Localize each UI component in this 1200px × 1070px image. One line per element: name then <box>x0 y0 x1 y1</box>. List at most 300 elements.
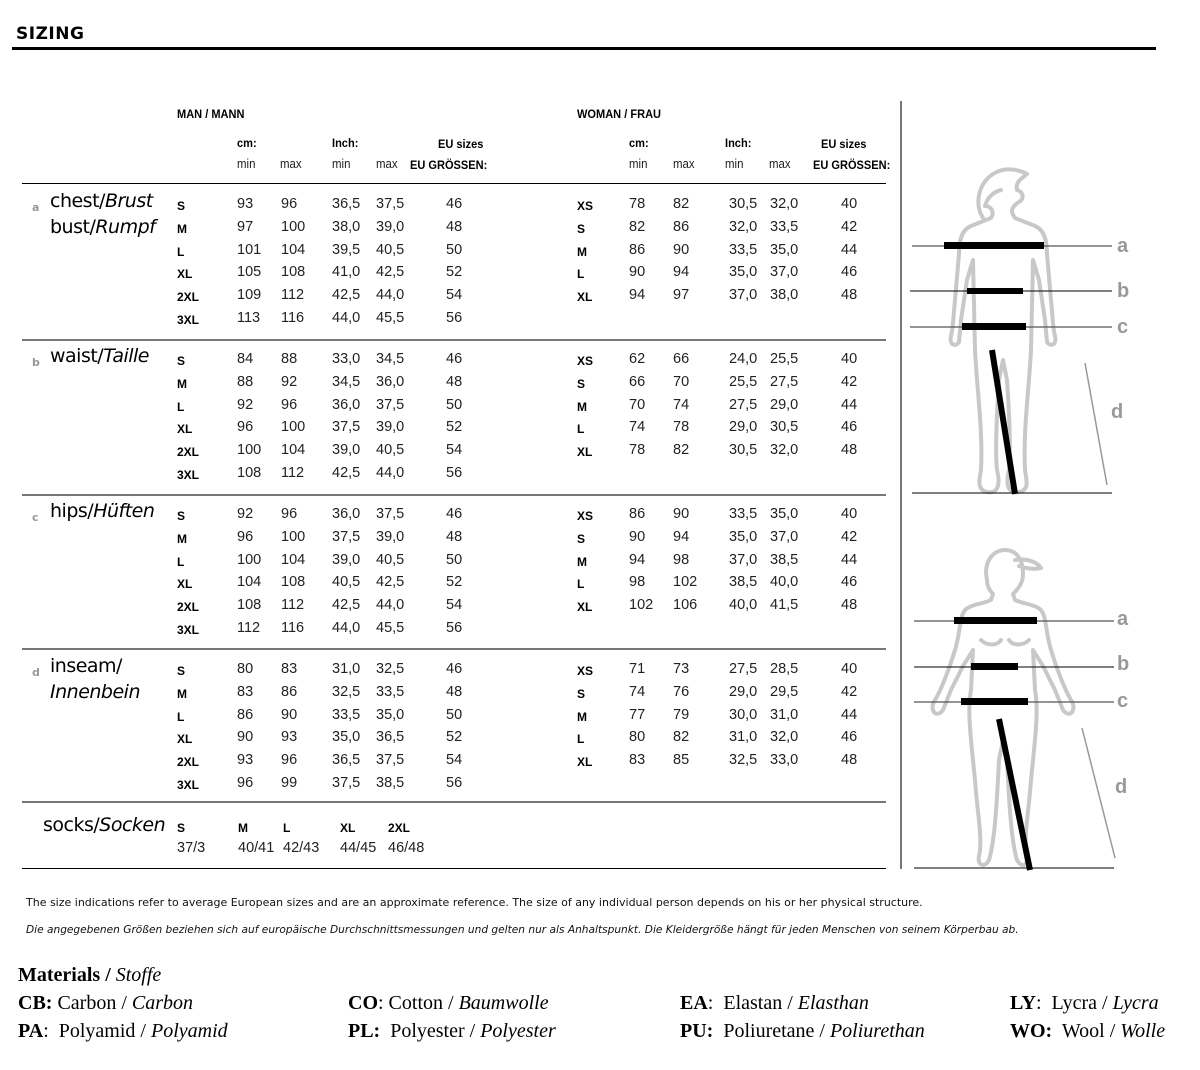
eu-size-value: 56 <box>446 465 463 481</box>
cm-max-value: 86 <box>673 218 690 235</box>
eu-size-value: 50 <box>446 551 463 568</box>
inch-min-value: 37,0 <box>729 287 758 304</box>
inch-max-value: 25,5 <box>770 351 799 367</box>
cm-max-value: 106 <box>673 597 698 614</box>
cm-max-value: 88 <box>281 351 298 367</box>
inch-max-value: 35,0 <box>376 706 405 723</box>
section-label: chest/Brust bust/Rumpf <box>50 190 156 238</box>
title-underline <box>12 47 1156 50</box>
note-english: The size indications refer to average European sizes and are an approximate reference. The size of any individual person depends on his or her physical structure. <box>26 896 923 909</box>
eu-size-value: 54 <box>446 752 463 769</box>
cm-min-value: 82 <box>629 218 646 235</box>
inch-min-value: 41,0 <box>332 264 361 281</box>
man-cm-label: cm: <box>237 136 257 150</box>
socks-size-value: 46/48 <box>388 840 425 856</box>
female-marker-c: c <box>1117 690 1129 712</box>
cm-min-value: 88 <box>237 373 254 390</box>
inch-max-value: 36,5 <box>376 729 405 746</box>
cm-min-value: 94 <box>629 551 646 568</box>
inch-min-value: 42,5 <box>332 465 361 481</box>
inch-min-value: 38,5 <box>729 574 758 591</box>
cm-max-value: 82 <box>673 729 690 746</box>
eu-size-value: 52 <box>446 574 463 591</box>
eu-size-value: 50 <box>446 241 463 258</box>
woman-eu-groessen-label: EU GRÖSSEN: <box>813 158 891 172</box>
size-label: 3XL <box>177 623 200 637</box>
material-item-wo: WO: Wool / Wolle <box>1010 1020 1166 1042</box>
eu-size-value: 56 <box>446 310 463 326</box>
eu-size-value: 52 <box>446 264 463 281</box>
cm-min-value: 100 <box>237 442 262 459</box>
size-label: L <box>577 422 585 437</box>
cm-min-value: 113 <box>237 310 261 326</box>
woman-cm-label: cm: <box>629 136 649 150</box>
man-cm-min-label: min <box>237 156 256 171</box>
size-label: M <box>177 686 187 701</box>
cm-min-value: 105 <box>237 264 262 281</box>
man-cm-max-label: max <box>280 156 302 171</box>
material-item-ly: LY: Lycra / Lycra <box>1010 992 1159 1014</box>
cm-max-value: 79 <box>673 706 690 723</box>
eu-size-value: 48 <box>446 373 463 390</box>
eu-size-value: 52 <box>446 419 463 436</box>
inch-max-value: 37,5 <box>376 196 405 212</box>
inch-max-value: 32,0 <box>770 729 799 746</box>
eu-size-value: 46 <box>841 264 858 281</box>
woman-header-title: WOMAN / FRAU <box>577 107 662 121</box>
size-label: S <box>177 509 186 523</box>
cm-max-value: 86 <box>281 683 298 700</box>
section-label: inseam/ Innenbein <box>50 655 140 703</box>
cm-min-value: 80 <box>237 661 254 677</box>
cm-max-value: 96 <box>281 506 298 522</box>
eu-size-value: 46 <box>446 351 463 367</box>
inch-min-value: 32,5 <box>729 752 758 769</box>
eu-size-value: 48 <box>841 752 858 769</box>
material-item-cb: CB: Carbon / Carbon <box>18 992 194 1014</box>
inch-max-value: 33,5 <box>770 218 799 235</box>
cm-min-value: 94 <box>629 287 646 304</box>
cm-max-value: 83 <box>281 661 298 677</box>
cm-max-value: 112 <box>281 465 305 481</box>
inch-min-value: 36,0 <box>332 506 361 522</box>
cm-max-value: 96 <box>281 752 298 769</box>
cm-min-value: 96 <box>237 528 254 545</box>
socks-size-label: XL <box>340 821 356 835</box>
eu-size-value: 48 <box>446 683 463 700</box>
eu-size-value: 48 <box>841 287 858 304</box>
inch-max-value: 34,5 <box>376 351 405 367</box>
socks-bottom-rule <box>22 868 886 869</box>
inch-max-value: 38,5 <box>770 551 799 568</box>
size-label: XL <box>177 267 193 282</box>
cm-min-value: 80 <box>629 729 646 746</box>
cm-max-value: 82 <box>673 196 690 212</box>
socks-size-value: 40/41 <box>238 840 275 856</box>
eu-size-value: 54 <box>446 442 463 459</box>
size-label: M <box>177 376 187 391</box>
socks-size-label: 2XL <box>388 821 411 835</box>
socks-size-value: 42/43 <box>283 840 320 856</box>
cm-max-value: 112 <box>281 287 305 304</box>
size-label: XS <box>577 664 594 678</box>
cm-min-value: 90 <box>237 729 254 746</box>
size-label: M <box>577 709 587 724</box>
size-label: XL <box>177 732 193 747</box>
section-label: hips/Hüften <box>50 500 155 522</box>
size-label: 2XL <box>177 755 200 770</box>
cm-max-value: 90 <box>673 506 690 522</box>
eu-size-value: 40 <box>841 506 858 522</box>
socks-size-label: L <box>283 821 291 835</box>
cm-min-value: 100 <box>237 551 262 568</box>
size-label: S <box>177 199 186 213</box>
cm-max-value: 99 <box>281 775 298 791</box>
section-label: waist/Taille <box>50 345 149 367</box>
cm-max-value: 102 <box>673 574 698 591</box>
inch-min-value: 42,5 <box>332 287 361 304</box>
cm-min-value: 96 <box>237 775 254 791</box>
eu-size-value: 52 <box>446 729 463 746</box>
cm-max-value: 97 <box>673 287 690 304</box>
section-divider <box>22 339 886 341</box>
size-label: M <box>577 399 587 414</box>
cm-min-value: 90 <box>629 264 646 281</box>
inch-max-value: 28,5 <box>770 661 799 677</box>
cm-max-value: 78 <box>673 419 690 436</box>
cm-max-value: 108 <box>281 574 306 591</box>
section-letter: d <box>32 666 40 679</box>
size-label: S <box>177 354 186 368</box>
inch-min-value: 39,0 <box>332 551 361 568</box>
inch-max-value: 40,5 <box>376 241 405 258</box>
size-label: M <box>177 221 187 236</box>
material-item-pu: PU: Poliuretane / Poliurethan <box>680 1020 925 1042</box>
woman-cm-max-label: max <box>673 156 695 171</box>
size-label: S <box>177 664 186 678</box>
inch-max-value: 35,0 <box>770 506 799 522</box>
inch-min-value: 33,0 <box>332 351 361 367</box>
inch-min-value: 42,5 <box>332 597 361 614</box>
inch-max-value: 45,5 <box>376 310 405 326</box>
cm-min-value: 96 <box>237 419 254 436</box>
inch-max-value: 27,5 <box>770 373 799 390</box>
section-letter: c <box>32 511 39 524</box>
woman-cm-min-label: min <box>629 156 648 171</box>
size-label: M <box>577 554 587 569</box>
inch-max-value: 44,0 <box>376 597 405 614</box>
cm-min-value: 112 <box>237 620 261 636</box>
eu-size-value: 46 <box>446 661 463 677</box>
inch-min-value: 24,0 <box>729 351 758 367</box>
cm-max-value: 92 <box>281 373 298 390</box>
size-label: L <box>177 399 185 414</box>
cm-max-value: 104 <box>281 442 306 459</box>
eu-size-value: 50 <box>446 396 463 413</box>
inch-min-value: 33,5 <box>729 241 758 258</box>
size-label: S <box>577 531 586 546</box>
eu-size-value: 44 <box>841 241 858 258</box>
eu-size-value: 44 <box>841 706 858 723</box>
inch-max-value: 37,0 <box>770 264 799 281</box>
cm-min-value: 102 <box>629 597 654 614</box>
inch-max-value: 44,0 <box>376 465 405 481</box>
cm-max-value: 82 <box>673 442 690 459</box>
cm-min-value: 104 <box>237 574 262 591</box>
vertical-divider <box>900 101 902 869</box>
inch-min-value: 29,0 <box>729 419 758 436</box>
eu-size-value: 40 <box>841 196 858 212</box>
size-label: L <box>177 554 185 569</box>
cm-min-value: 74 <box>629 683 646 700</box>
cm-min-value: 86 <box>237 706 254 723</box>
cm-max-value: 100 <box>281 419 306 436</box>
size-label: 3XL <box>177 468 200 482</box>
size-label: XL <box>577 290 593 305</box>
inch-min-value: 30,5 <box>729 196 758 212</box>
cm-max-value: 100 <box>281 528 306 545</box>
eu-size-value: 48 <box>841 597 858 614</box>
male-marker-d: d <box>1111 401 1124 423</box>
male-measure-lines <box>910 242 1112 494</box>
material-item-co: CO: Cotton / Baumwolle <box>348 992 549 1014</box>
cm-max-value: 94 <box>673 264 690 281</box>
size-label: XS <box>577 354 594 368</box>
eu-size-value: 46 <box>841 574 858 591</box>
material-item-pl: PL: Polyester / Polyester <box>348 1020 556 1042</box>
inch-min-value: 31,0 <box>729 729 758 746</box>
man-inch-min-label: min <box>332 156 351 171</box>
inch-min-value: 30,5 <box>729 442 758 459</box>
cm-min-value: 93 <box>237 752 254 769</box>
eu-size-value: 44 <box>841 396 858 413</box>
inch-max-value: 29,5 <box>770 683 799 700</box>
cm-max-value: 85 <box>673 752 690 769</box>
inch-max-value: 40,5 <box>376 442 405 459</box>
man-inch-label: Inch: <box>332 136 359 150</box>
socks-size-value: 44/45 <box>340 840 377 856</box>
cm-max-value: 116 <box>281 620 305 636</box>
page-title: SIZING <box>16 24 85 44</box>
size-label: L <box>577 732 585 747</box>
inch-min-value: 36,5 <box>332 752 361 769</box>
cm-min-value: 62 <box>629 351 646 367</box>
cm-max-value: 98 <box>673 551 690 568</box>
cm-max-value: 96 <box>281 196 298 212</box>
materials-title: Materials / Stoffe <box>18 964 162 986</box>
inch-min-value: 32,0 <box>729 218 758 235</box>
inch-min-value: 37,0 <box>729 551 758 568</box>
cm-min-value: 78 <box>629 442 646 459</box>
inch-max-value: 42,5 <box>376 574 405 591</box>
size-label: S <box>577 221 586 236</box>
inch-max-value: 37,5 <box>376 396 405 413</box>
eu-size-value: 40 <box>841 661 858 677</box>
cm-min-value: 78 <box>629 196 646 212</box>
inch-max-value: 32,5 <box>376 661 405 677</box>
section-letter: a <box>32 201 40 214</box>
inch-min-value: 37,5 <box>332 528 361 545</box>
cm-max-value: 104 <box>281 551 306 568</box>
man-header-title: MAN / MANN <box>177 107 245 121</box>
eu-size-value: 42 <box>841 373 858 390</box>
cm-max-value: 100 <box>281 218 306 235</box>
male-marker-c: c <box>1117 316 1129 338</box>
cm-min-value: 92 <box>237 396 254 413</box>
cm-max-value: 93 <box>281 729 298 746</box>
size-label: 2XL <box>177 600 200 615</box>
section-letter: b <box>32 356 40 369</box>
eu-size-value: 42 <box>841 683 858 700</box>
man-eu-sizes-label: EU sizes <box>438 137 484 151</box>
cm-min-value: 66 <box>629 373 646 390</box>
material-item-pa: PA: Polyamid / Polyamid <box>18 1020 228 1042</box>
inch-max-value: 39,0 <box>376 218 405 235</box>
inch-min-value: 27,5 <box>729 396 758 413</box>
inch-min-value: 31,0 <box>332 661 361 677</box>
inch-min-value: 35,0 <box>729 264 758 281</box>
eu-size-value: 54 <box>446 287 463 304</box>
socks-label: socks/Socken <box>43 814 166 836</box>
cm-max-value: 70 <box>673 373 690 390</box>
cm-min-value: 101 <box>237 241 262 258</box>
size-label: L <box>177 244 185 259</box>
size-label: XL <box>177 577 193 592</box>
eu-size-value: 48 <box>841 442 858 459</box>
cm-min-value: 108 <box>237 465 262 481</box>
eu-size-value: 56 <box>446 775 463 791</box>
section-divider <box>22 801 886 803</box>
female-figure-icon <box>905 540 1200 875</box>
inch-min-value: 39,5 <box>332 241 361 258</box>
cm-min-value: 92 <box>237 506 254 522</box>
size-label: XS <box>577 509 594 523</box>
inch-min-value: 25,5 <box>729 373 758 390</box>
socks-size-label: S <box>177 821 186 835</box>
eu-size-value: 42 <box>841 218 858 235</box>
inch-min-value: 37,5 <box>332 419 361 436</box>
inch-max-value: 40,5 <box>376 551 405 568</box>
woman-inch-min-label: min <box>725 156 744 171</box>
cm-max-value: 112 <box>281 597 305 614</box>
cm-max-value: 96 <box>281 396 298 413</box>
inch-max-value: 41,5 <box>770 597 799 614</box>
cm-min-value: 71 <box>629 661 646 677</box>
inch-min-value: 30,0 <box>729 706 758 723</box>
male-marker-a: a <box>1117 235 1129 257</box>
inch-max-value: 29,0 <box>770 396 799 413</box>
cm-max-value: 108 <box>281 264 306 281</box>
size-label: 2XL <box>177 445 200 460</box>
inch-max-value: 33,5 <box>376 683 405 700</box>
cm-min-value: 83 <box>629 752 646 769</box>
inch-max-value: 33,0 <box>770 752 799 769</box>
cm-max-value: 73 <box>673 661 690 677</box>
size-label: S <box>577 376 586 391</box>
size-label: S <box>577 686 586 701</box>
cm-min-value: 86 <box>629 241 646 258</box>
eu-size-value: 50 <box>446 706 463 723</box>
cm-min-value: 77 <box>629 706 646 723</box>
man-inch-max-label: max <box>376 156 398 171</box>
size-label: L <box>177 709 185 724</box>
inch-max-value: 45,5 <box>376 620 405 636</box>
section-divider <box>22 494 886 496</box>
cm-max-value: 74 <box>673 396 690 413</box>
inch-max-value: 40,0 <box>770 574 799 591</box>
inch-max-value: 44,0 <box>376 287 405 304</box>
woman-eu-sizes-label: EU sizes <box>821 137 867 151</box>
size-label: XL <box>177 422 193 437</box>
male-figure-icon <box>905 150 1200 500</box>
cm-max-value: 116 <box>281 310 305 326</box>
inch-min-value: 44,0 <box>332 620 361 636</box>
inch-min-value: 34,5 <box>332 373 361 390</box>
eu-size-value: 48 <box>446 218 463 235</box>
note-german: Die angegebenen Größen beziehen sich auf europäische Durchschnittsmessungen und gelten nur als Anhaltspunkt. Die Kleidergröße hängt für jeden Menschen von seinem Körperbau ab. <box>26 924 1019 936</box>
inch-min-value: 32,5 <box>332 683 361 700</box>
socks-size-value: 37/3 <box>177 840 206 856</box>
inch-min-value: 40,5 <box>332 574 361 591</box>
cm-min-value: 108 <box>237 597 262 614</box>
cm-max-value: 104 <box>281 241 306 258</box>
woman-inch-label: Inch: <box>725 136 752 150</box>
size-label: M <box>577 244 587 259</box>
size-label: XL <box>577 600 593 615</box>
eu-size-value: 46 <box>841 729 858 746</box>
eu-size-value: 42 <box>841 528 858 545</box>
woman-inch-max-label: max <box>769 156 791 171</box>
inch-max-value: 38,0 <box>770 287 799 304</box>
cm-max-value: 90 <box>673 241 690 258</box>
size-label: M <box>177 531 187 546</box>
inch-min-value: 40,0 <box>729 597 758 614</box>
eu-size-value: 56 <box>446 620 463 636</box>
cm-max-value: 94 <box>673 528 690 545</box>
cm-min-value: 109 <box>237 287 262 304</box>
cm-min-value: 98 <box>629 574 646 591</box>
eu-size-value: 40 <box>841 351 858 367</box>
inch-max-value: 37,0 <box>770 528 799 545</box>
cm-min-value: 83 <box>237 683 254 700</box>
inch-min-value: 35,0 <box>332 729 361 746</box>
eu-size-value: 54 <box>446 597 463 614</box>
material-item-ea: EA: Elastan / Elasthan <box>680 992 869 1014</box>
size-label: 2XL <box>177 290 200 305</box>
inch-max-value: 37,5 <box>376 752 405 769</box>
female-marker-d: d <box>1115 776 1128 798</box>
inch-min-value: 27,5 <box>729 661 758 677</box>
eu-size-value: 46 <box>841 419 858 436</box>
inch-max-value: 35,0 <box>770 241 799 258</box>
inch-min-value: 33,5 <box>729 506 758 522</box>
cm-min-value: 97 <box>237 218 254 235</box>
inch-min-value: 29,0 <box>729 683 758 700</box>
male-marker-b: b <box>1117 280 1130 302</box>
man-eu-groessen-label: EU GRÖSSEN: <box>410 158 488 172</box>
size-label: XL <box>577 755 593 770</box>
cm-min-value: 84 <box>237 351 254 367</box>
size-label: XL <box>577 445 593 460</box>
inch-max-value: 37,5 <box>376 506 405 522</box>
size-label: 3XL <box>177 778 200 792</box>
cm-min-value: 93 <box>237 196 254 212</box>
cm-min-value: 86 <box>629 506 646 522</box>
cm-max-value: 90 <box>281 706 298 723</box>
female-measure-lines <box>914 617 1115 870</box>
inch-min-value: 38,0 <box>332 218 361 235</box>
section-divider <box>22 183 886 184</box>
